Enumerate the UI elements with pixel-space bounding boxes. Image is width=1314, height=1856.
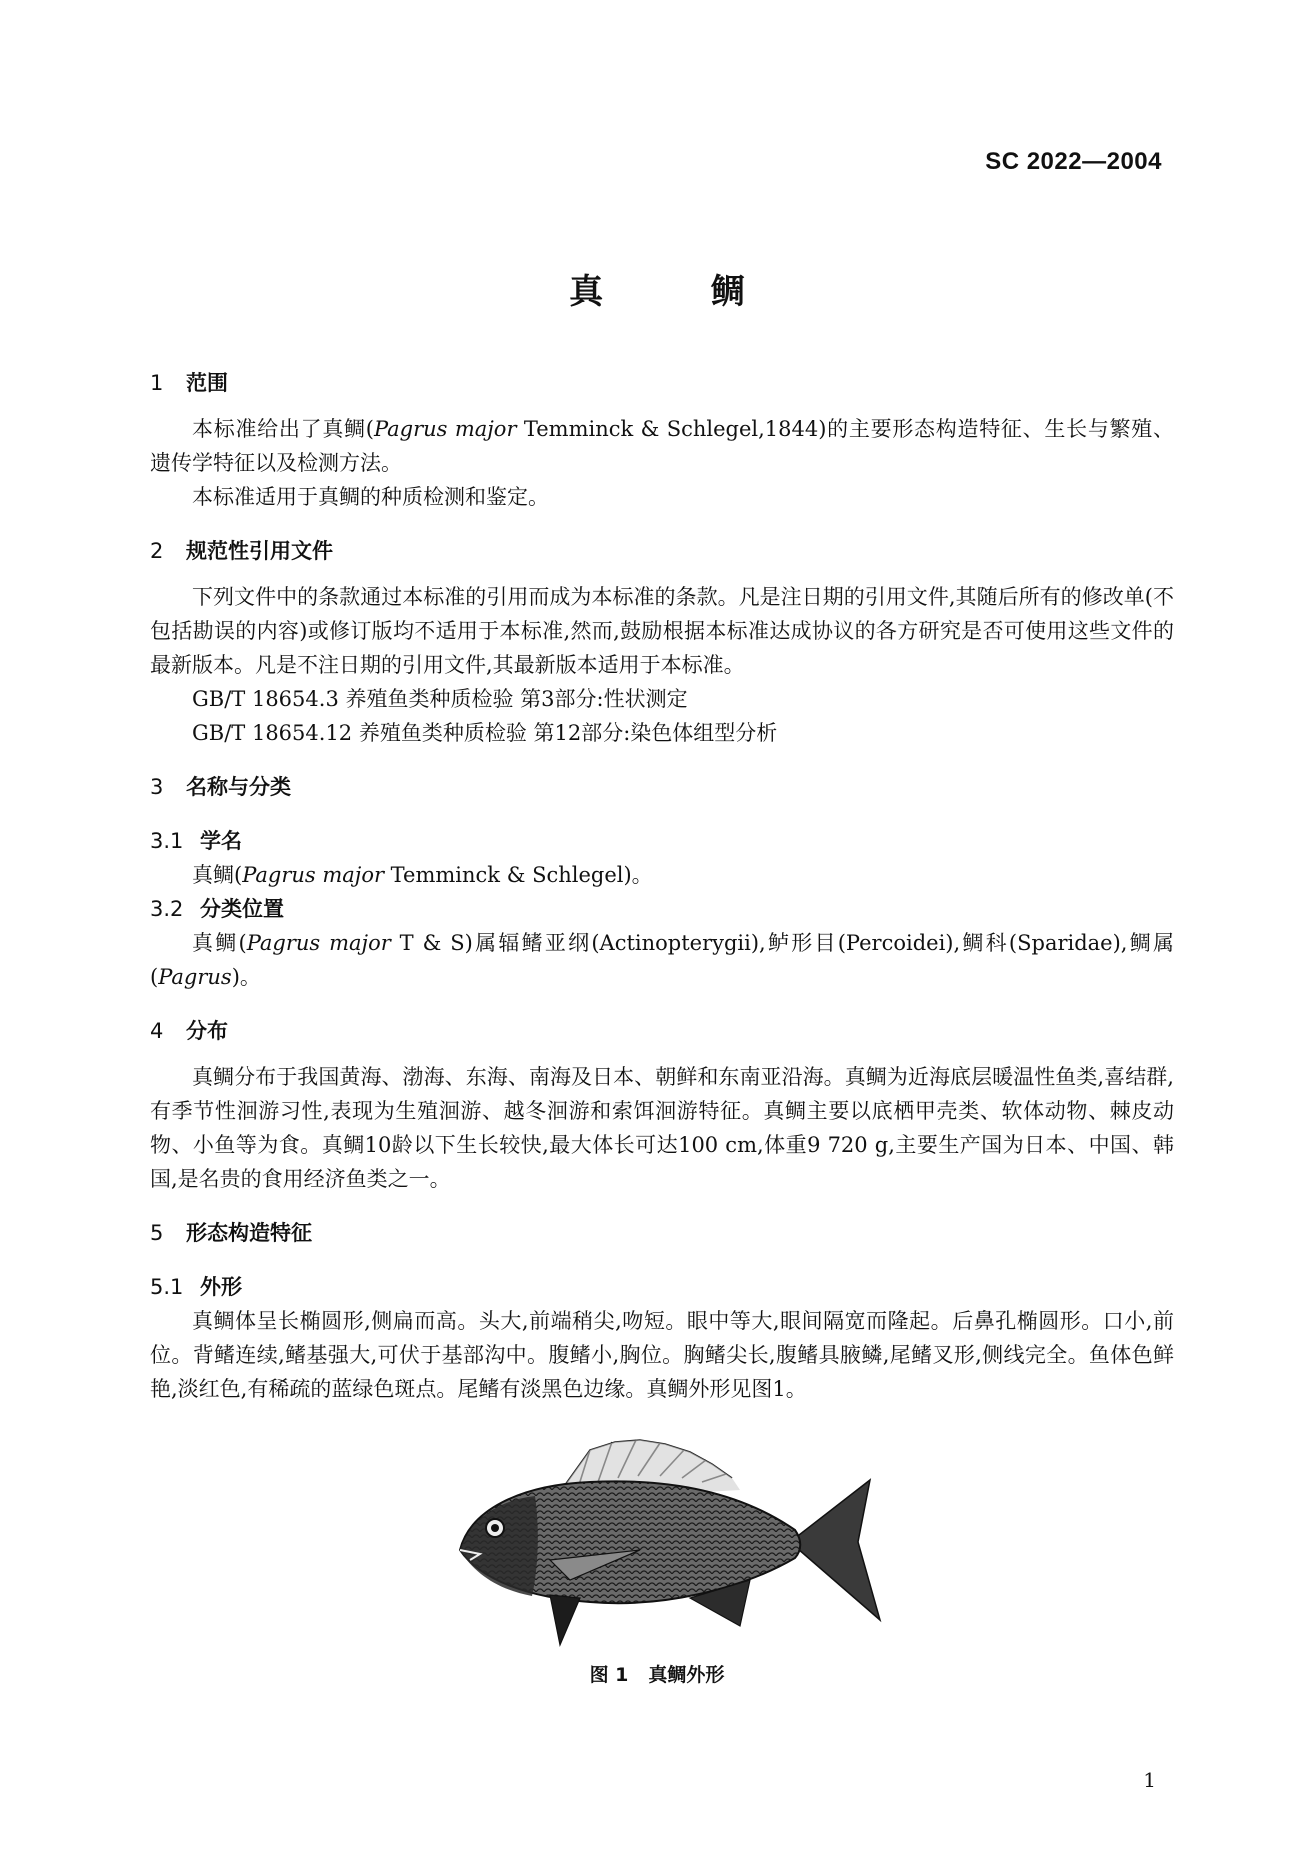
classification-paragraph: 真鲷(Pagrus major T & S)属辐鳍亚纲(Actinopterygii),鲈形目(Percoidei),鲷科(Sparidae),鲷属(Pagrus)。 — [150, 931, 1174, 989]
document-code: SC 2022—2004 — [985, 148, 1162, 175]
figure-label: 图 1 — [589, 1664, 629, 1686]
latin-name: Pagrus major — [246, 931, 391, 955]
section-title: 名称与分类 — [186, 775, 291, 799]
document-body — [150, 366, 1174, 1406]
normative-references-paragraph: 下列文件中的条款通过本标准的引用而成为本标准的条款。凡是注日期的引用文件,其随后所有的修改单(不包括勘误的内容)或修订版均不适用于本标准,然而,鼓励根据本标准达成协议的各方研究是否可使用这些文件的最新版本。凡是不注日期的引用文件,其最新版本适用于本标准。 — [150, 585, 1174, 677]
latin-name: Pagrus major — [373, 417, 517, 441]
section-5-heading — [150, 1216, 1174, 1250]
figure-caption-text: 真鲷外形 — [648, 1664, 725, 1686]
section-4-heading — [150, 1014, 1174, 1048]
section-number: 1 — [150, 371, 164, 395]
section-2-heading — [150, 534, 1174, 568]
section-number: 3 — [150, 775, 164, 799]
subsection-5-1-heading — [150, 1270, 1174, 1304]
scope-applicability: 本标准适用于真鲷的种质检测和鉴定。 — [192, 485, 549, 509]
section-1-heading — [150, 366, 1174, 400]
section-title: 分布 — [186, 1019, 228, 1043]
section-title: 形态构造特征 — [186, 1221, 312, 1245]
subsection-title: 学名 — [200, 829, 242, 853]
scientific-name-paragraph: 真鲷(Pagrus major Temminck & Schlegel)。 — [192, 863, 653, 887]
reference-item: GB/T 18654.12 养殖鱼类种质检验 第12部分:染色体组型分析 — [192, 721, 778, 745]
subsection-3-2-heading — [150, 892, 1174, 926]
subsection-number: 3.2 — [150, 897, 184, 921]
section-title: 范围 — [186, 371, 228, 395]
scope-paragraph: 本标准给出了真鲷(Pagrus major Temminck & Schlegel,1844)的主要形态构造特征、生长与繁殖、遗传学特征以及检测方法。 — [150, 417, 1174, 475]
page-title: 真 鲷 — [569, 272, 793, 312]
reference-item: GB/T 18654.3 养殖鱼类种质检验 第3部分:性状测定 — [192, 687, 688, 711]
morphology-paragraph: 真鲷体呈长椭圆形,侧扁而高。头大,前端稍尖,吻短。眼中等大,眼间隔宽而隆起。后鼻孔椭圆形。口小,前位。背鳍连续,鳍基强大,可伏于基部沟中。腹鳍小,胸位。胸鳍尖长,腹鳍具腋鳞,尾鳍叉形,侧线完全。鱼体色鲜艳,淡红色,有稀疏的蓝绿色斑点。尾鳍有淡黑色边缘。真鲷外形见图1。 — [150, 1309, 1174, 1401]
page-number: 1 — [1143, 1768, 1156, 1792]
subsection-number: 5.1 — [150, 1275, 184, 1299]
section-number: 5 — [150, 1221, 164, 1245]
distribution-paragraph: 真鲷分布于我国黄海、渤海、东海、南海及日本、朝鲜和东南亚沿海。真鲷为近海底层暖温性鱼类,喜结群,有季节性洄游习性,表现为生殖洄游、越冬洄游和索饵洄游特征。真鲷主要以底栖甲壳类、软体动物、棘皮动物、小鱼等为食。真鲷10龄以下生长较快,最大体长可达100 cm,体重9 720 g,主要生产国为日本、中国、韩国,是名贵的食用经济鱼类之一。 — [150, 1065, 1174, 1191]
fish-illustration — [440, 1430, 900, 1650]
latin-genus: Pagrus — [158, 965, 232, 989]
subsection-title: 分类位置 — [200, 897, 284, 921]
figure-caption — [0, 1660, 1314, 1687]
section-3-heading — [150, 770, 1174, 804]
subsection-title: 外形 — [200, 1275, 242, 1299]
latin-name: Pagrus major — [242, 863, 384, 887]
subsection-number: 3.1 — [150, 829, 184, 853]
section-number: 2 — [150, 539, 164, 563]
section-number: 4 — [150, 1019, 164, 1043]
subsection-3-1-heading — [150, 824, 1174, 858]
fish-icon — [440, 1430, 900, 1650]
section-title: 规范性引用文件 — [186, 539, 333, 563]
